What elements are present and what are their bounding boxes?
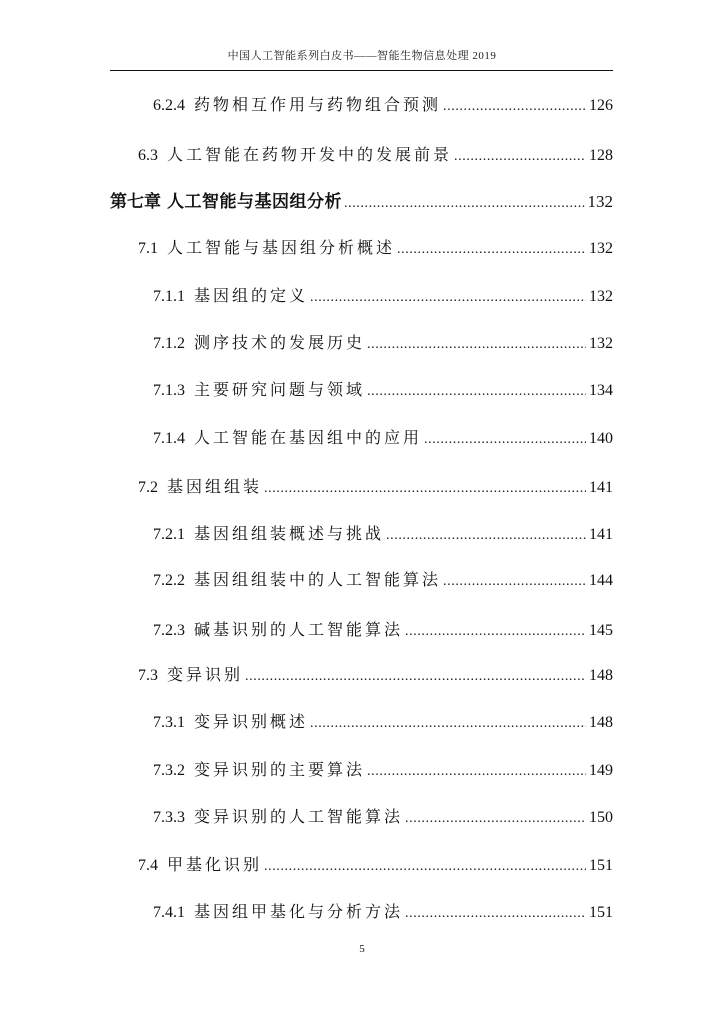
toc-entry-page: 141 xyxy=(589,479,613,496)
toc-entry[interactable] xyxy=(153,95,613,118)
dot-leader xyxy=(405,808,586,830)
toc-chapter-entry[interactable] xyxy=(110,191,613,215)
dot-leader xyxy=(397,239,586,261)
toc-entry[interactable] xyxy=(138,665,613,688)
toc-entry-title: 变异识别概述 xyxy=(194,714,309,731)
toc-entry-page: 151 xyxy=(589,857,613,874)
toc-entry-title: 主要研究问题与领域 xyxy=(194,382,366,399)
toc-entry-number: 6.3 xyxy=(138,147,158,164)
toc-entry-page: 149 xyxy=(589,762,613,779)
toc-entry-number: 7.2.3 xyxy=(153,622,185,639)
toc-entry-title: 人工智能与基因组分析 xyxy=(167,192,342,211)
toc-entry-page: 144 xyxy=(589,572,613,589)
toc-entry[interactable] xyxy=(153,620,613,643)
toc-entry-title: 基因组组装概述与挑战 xyxy=(194,526,385,543)
dot-leader xyxy=(367,381,586,403)
toc-entry-number: 第七章 xyxy=(110,192,161,211)
dot-leader xyxy=(443,96,586,118)
dot-leader xyxy=(367,334,586,356)
toc-entry-number: 7.2 xyxy=(138,479,158,496)
toc-entry-number: 7.1.1 xyxy=(153,288,185,305)
toc-entry-number: 7.3.3 xyxy=(153,809,185,826)
toc-entry[interactable] xyxy=(153,760,613,783)
toc-entry-title: 基因组的定义 xyxy=(194,288,309,305)
toc-entry-title: 变异识别 xyxy=(167,667,244,684)
toc-entry[interactable] xyxy=(153,570,613,593)
toc-entry[interactable] xyxy=(153,428,613,451)
page-number: 5 xyxy=(359,943,365,955)
toc-entry-page: 128 xyxy=(589,147,613,164)
dot-leader xyxy=(424,429,586,451)
toc-entry[interactable] xyxy=(153,524,613,547)
toc-entry[interactable] xyxy=(138,477,613,500)
toc-entry-title: 基因组组装 xyxy=(167,479,263,496)
dot-leader xyxy=(344,193,585,215)
dot-leader xyxy=(443,571,586,593)
toc-entry[interactable] xyxy=(153,333,613,356)
toc-entry-title: 测序技术的发展历史 xyxy=(194,335,366,352)
dot-leader xyxy=(367,761,586,783)
toc-entry-title: 人工智能在基因组中的应用 xyxy=(194,430,423,447)
toc-entry[interactable] xyxy=(153,712,613,735)
toc-entry-page: 150 xyxy=(589,809,613,826)
toc-entry-number: 6.2.4 xyxy=(153,97,185,114)
toc-entry-title: 碱基识别的人工智能算法 xyxy=(194,622,404,639)
toc-entry[interactable] xyxy=(138,238,613,261)
toc-entry-title: 变异识别的人工智能算法 xyxy=(194,809,404,826)
toc-entry-page: 148 xyxy=(589,667,613,684)
toc-entry-title: 基因组组装中的人工智能算法 xyxy=(194,572,442,589)
toc-entry-page: 132 xyxy=(589,240,613,257)
toc-entry-title: 药物相互作用与药物组合预测 xyxy=(194,97,442,114)
dot-leader xyxy=(405,903,586,925)
toc-entry-page: 132 xyxy=(587,192,613,211)
toc-entry-page: 141 xyxy=(589,526,613,543)
toc-entry-page: 132 xyxy=(589,335,613,352)
toc-entry-title: 甲基化识别 xyxy=(167,857,263,874)
toc-entry-title: 基因组甲基化与分析方法 xyxy=(194,904,404,921)
toc-entry-number: 7.2.1 xyxy=(153,526,185,543)
dot-leader xyxy=(454,146,586,168)
toc-entry-title: 人工智能与基因组分析概述 xyxy=(167,240,396,257)
dot-leader xyxy=(264,856,586,878)
toc-entry-page: 145 xyxy=(589,622,613,639)
toc-entry-title: 变异识别的主要算法 xyxy=(194,762,366,779)
dot-leader xyxy=(245,666,586,688)
dot-leader xyxy=(310,713,586,735)
toc-entry-number: 7.1.4 xyxy=(153,430,185,447)
toc-entry-number: 7.1 xyxy=(138,240,158,257)
dot-leader xyxy=(386,525,586,547)
toc-entry[interactable] xyxy=(153,807,613,830)
toc-entry-number: 7.2.2 xyxy=(153,572,185,589)
toc-entry[interactable] xyxy=(153,902,613,925)
toc-entry-number: 7.3.1 xyxy=(153,714,185,731)
toc-entry-number: 7.3.2 xyxy=(153,762,185,779)
toc-entry[interactable] xyxy=(153,380,613,403)
toc-entry-page: 148 xyxy=(589,714,613,731)
toc-entry[interactable] xyxy=(153,286,613,309)
toc-entry-number: 7.4.1 xyxy=(153,904,185,921)
toc-entry-number: 7.1.3 xyxy=(153,382,185,399)
running-header: 中国人工智能系列白皮书——智能生物信息处理 2019 xyxy=(227,50,497,62)
toc-entry-page: 151 xyxy=(589,904,613,921)
toc-entry-number: 7.4 xyxy=(138,857,158,874)
dot-leader xyxy=(264,478,586,500)
toc-entry-page: 132 xyxy=(589,288,613,305)
dot-leader xyxy=(310,287,586,309)
toc-entry[interactable] xyxy=(138,145,613,168)
toc-entry-number: 7.1.2 xyxy=(153,335,185,352)
dot-leader xyxy=(405,621,586,643)
toc-entry-number: 7.3 xyxy=(138,667,158,684)
toc-entry-page: 126 xyxy=(589,97,613,114)
toc-entry-title: 人工智能在药物开发中的发展前景 xyxy=(167,147,453,164)
toc-entry-page: 134 xyxy=(589,382,613,399)
toc-entry[interactable] xyxy=(138,855,613,878)
toc-entry-page: 140 xyxy=(589,430,613,447)
